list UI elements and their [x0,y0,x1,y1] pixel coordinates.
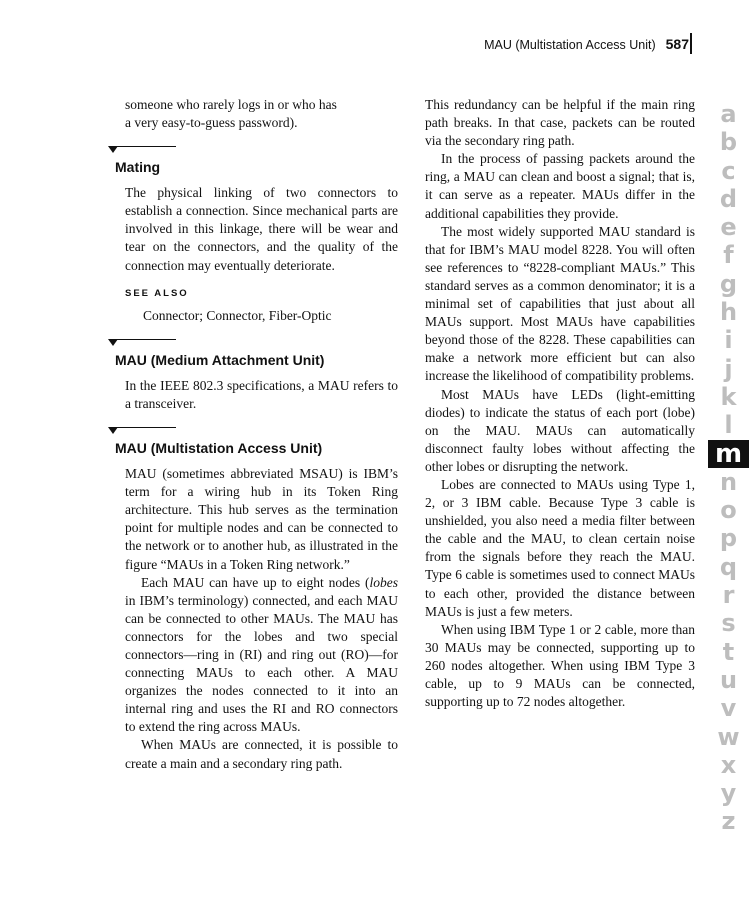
left-column [108,96,398,773]
thumb-letter-y: y [720,779,737,808]
thumb-letter-t: t [722,637,735,666]
thumb-letter-n: n [719,467,738,496]
header-rule [690,33,692,54]
entry-mau-medium [108,339,398,413]
thumb-index [708,100,749,836]
thumb-letter-i: i [724,326,733,355]
thumb-letter-g: g [719,269,738,298]
thumb-letter-f: f [723,241,734,270]
body-paragraph: In the process of passing packets around the ring, a MAU can clean and boost a signal; that is, it can serve as a repeater. MAUs differ in the additional capabilities they provide. [425,151,695,221]
entry-heading-mau-medium: MAU (Medium Attachment Unit) [115,351,325,368]
intro-text [108,96,398,132]
thumb-letter-e: e [720,213,737,242]
page-number: 587 [665,36,689,52]
thumb-letter-p: p [719,524,738,553]
body-paragraph: MAU (sometimes abbreviated MSAU) is IBM’s term for a wiring hub in its Token Ring architecture. This hub serves as the termination point for multiple nodes and can be connected to the network or to another hub, as illustrated in the figure “MAUs in a Token Ring network.” [125,466,398,572]
see-also-items: Connector; Connector, Fiber-Optic [143,307,332,323]
thumb-letter-u: u [719,665,738,694]
thumb-letter-w: w [717,722,740,751]
right-column [425,96,695,711]
entry-marker [108,427,398,437]
entry-body-mau-multistation [108,465,398,773]
running-title: MAU (Multistation Access Unit) [484,38,656,52]
thumb-letter-b: b [719,128,738,157]
thumb-letter-a: a [720,100,737,128]
intro-line: someone who rarely logs in or who has [125,97,337,112]
entry-body-mau-medium: In the IEEE 802.3 specifications, a MAU refers to a transceiver. [125,377,398,411]
body-paragraph: Lobes are connected to MAUs using Type 1, 2, or 3 IBM cable. Because Type 3 cable is unshielded, you also need a media filter between the cable and the MAU, to clean certain noise from the signals before they reach the MAU. Type 6 cable is sometimes used to connect MAUs to each other, provided the distance between MAUs is just a few meters. [425,476,695,619]
intro-line: a very easy-to-guess password). [125,115,298,131]
term-lobes: lobes [369,574,398,590]
thumb-letter-s: s [721,609,736,638]
thumb-letter-c: c [721,156,736,185]
entry-heading-mau-multistation: MAU (Multistation Access Unit) [115,440,323,457]
thumb-letter-r: r [722,581,735,610]
body-paragraph: The most widely supported MAU standard is that for IBM’s MAU model 8228. You will often see references to “8228-compliant MAUs.” This standard serves as a common denominator; it is a minimal set of capabilities that just about all MAUs support. Most MAUs have capabilities beyond those of the 8228. These capabilities can make a network more efficient but can also increase the likelihood of compatibility problems. [425,223,695,384]
thumb-letter-o: o [720,496,737,525]
thumb-letter-d: d [719,184,738,213]
thumb-letter-x: x [720,750,737,779]
entry-marker [108,339,398,349]
thumb-letter-v: v [720,694,737,723]
thumb-letter-z: z [721,807,736,836]
entry-body-mating: The physical linking of two connectors to establish a connection. Since mechanical parts are involved in this linkage, there will be wear and tear on the connectors, and the quality of the connection may eventually deteriorate. [125,185,398,273]
entry-mating [108,146,398,325]
body-paragraph: When MAUs are connected, it is possible to create a main and a secondary ring path. [125,737,398,771]
entry-mau-multistation [108,427,398,773]
thumb-letter-k: k [720,382,737,411]
thumb-letter-m: m [708,440,749,468]
entry-marker [108,146,398,156]
entry-heading-mating: Mating [115,159,161,176]
body-paragraph: When using IBM Type 1 or 2 cable, more than 30 MAUs may be connected, supporting up to 260 nodes altogether. When using IBM Type 3 cable, up to 9 MAUs can be connected, supporting up to 72 nodes altogether. [425,621,695,710]
thumb-letter-j: j [724,354,733,383]
thumb-letter-l: l [724,411,733,440]
thumb-letter-h: h [719,298,738,327]
running-header [300,34,689,54]
body-paragraph: This redundancy can be helpful if the main ring path breaks. In that case, packets can be routed via the secondary ring path. [425,97,695,149]
body-paragraph: Most MAUs have LEDs (light-emitting diodes) to indicate the status of each port (lobe) on the MAU. MAUs can automatically disconnect faulty lobes without affecting the other lobes or disrupting the network. [425,386,695,474]
thumb-letter-q: q [719,552,738,581]
see-also-label: SEE ALSO [125,287,189,299]
body-paragraph: Each MAU can have up to eight nodes (lobes in IBM’s terminology) connected, and each MAU can be connected to other MAUs. The MAU has connectors for the lobes and two special connectors—ring in (RI) and ring out (RO)—for connecting MAUs to each other. A MAU organizes the nodes connected to it into an internal ring and uses the RI and RO connectors to extend the ring across MAUs. [125,574,398,735]
